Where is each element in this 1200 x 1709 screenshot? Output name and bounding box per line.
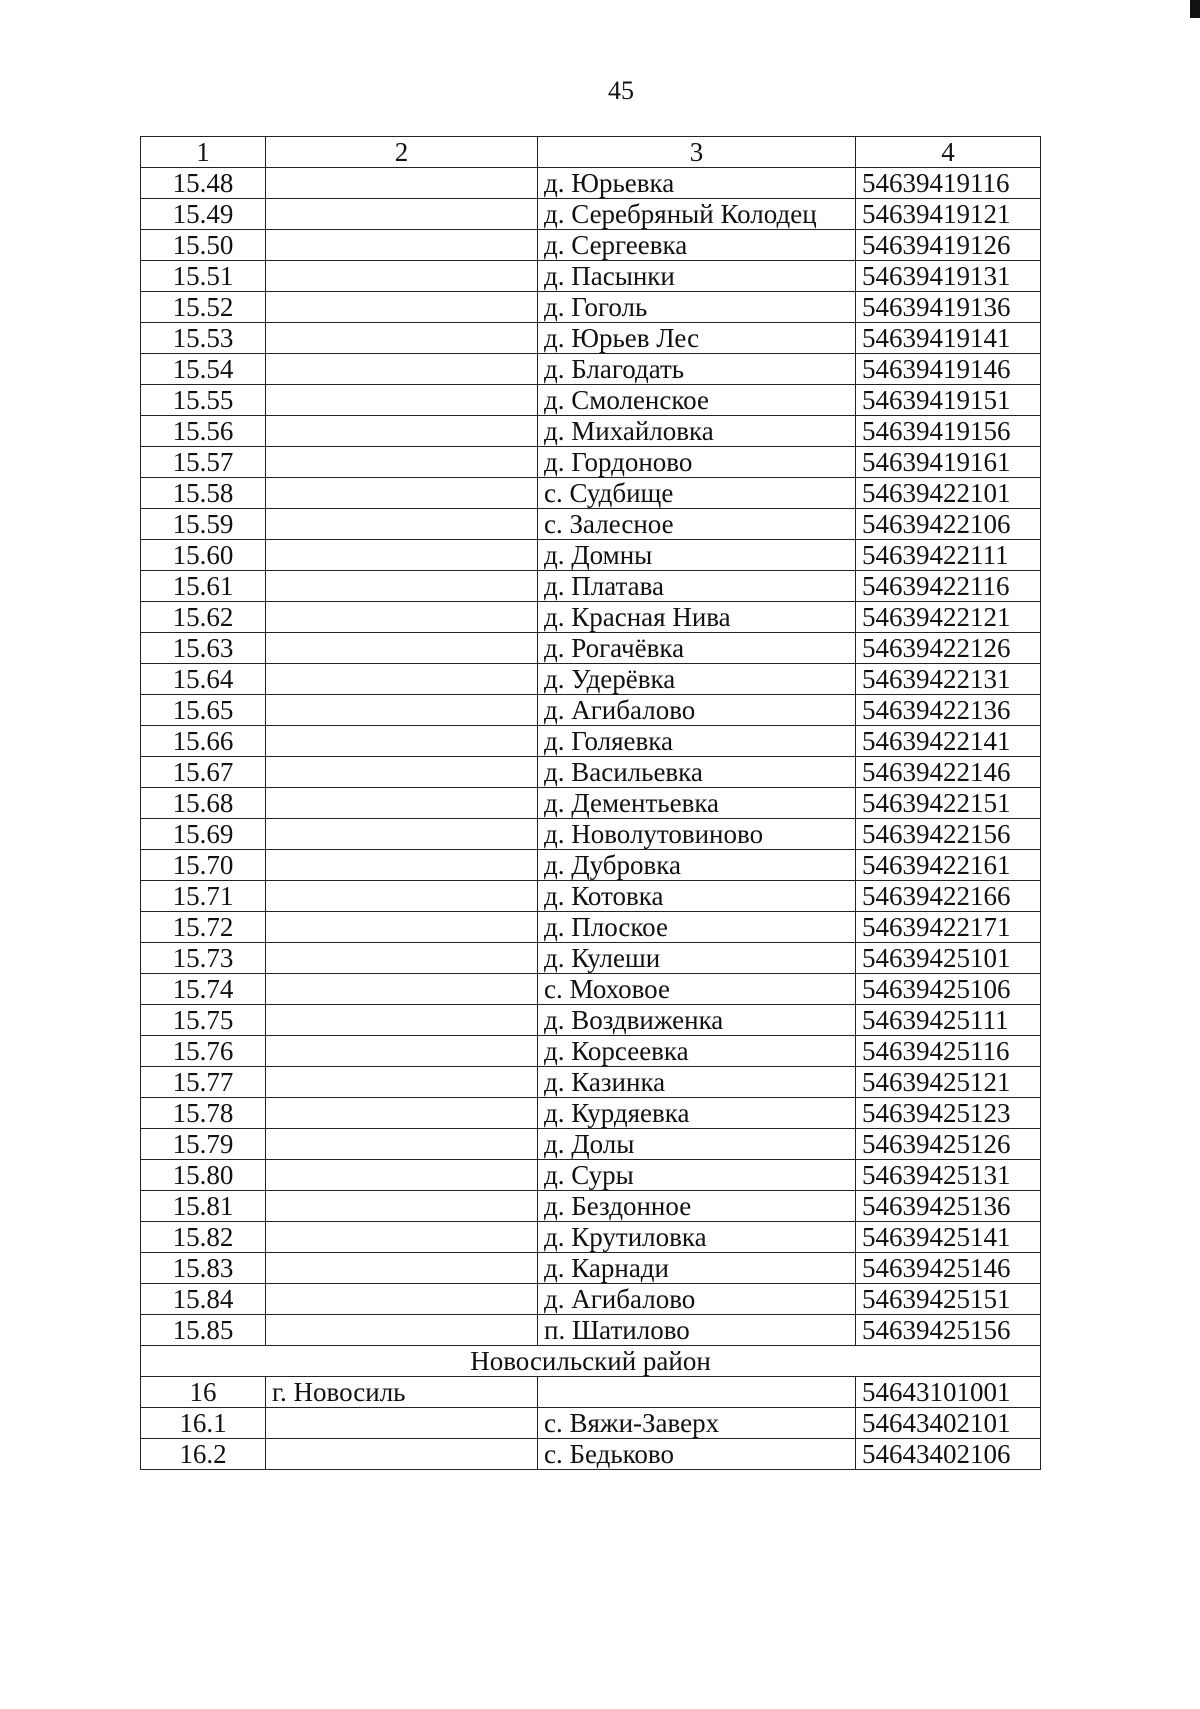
settlement-name-cell: д. Удерёвка xyxy=(538,664,856,695)
oktmo-code-cell: 54639425111 xyxy=(856,1005,1041,1036)
district-center-cell xyxy=(266,1315,538,1346)
settlement-name-cell xyxy=(538,1377,856,1408)
district-center-cell xyxy=(266,199,538,230)
settlement-name-cell: д. Гоголь xyxy=(538,292,856,323)
oktmo-code-cell: 54639422166 xyxy=(856,881,1041,912)
table-row xyxy=(141,1036,1041,1067)
district-center-cell xyxy=(266,788,538,819)
oktmo-code-cell: 54639425131 xyxy=(856,1160,1041,1191)
settlement-name-cell: д. Крутиловка xyxy=(538,1222,856,1253)
oktmo-code-cell: 54639422116 xyxy=(856,571,1041,602)
oktmo-code-cell: 54639425123 xyxy=(856,1098,1041,1129)
district-center-cell xyxy=(266,354,538,385)
district-center-cell xyxy=(266,850,538,881)
oktmo-code-cell: 54639422101 xyxy=(856,478,1041,509)
row-number-cell: 15.52 xyxy=(141,292,266,323)
table-row xyxy=(141,230,1041,261)
table-row xyxy=(141,509,1041,540)
table-row xyxy=(141,1098,1041,1129)
oktmo-code-cell: 54639425156 xyxy=(856,1315,1041,1346)
oktmo-code-cell: 54639422151 xyxy=(856,788,1041,819)
table-row xyxy=(141,757,1041,788)
settlements-table xyxy=(140,136,1041,1470)
oktmo-code-cell: 54639419136 xyxy=(856,292,1041,323)
oktmo-code-cell: 54639422121 xyxy=(856,602,1041,633)
oktmo-code-cell: 54639419126 xyxy=(856,230,1041,261)
table-row xyxy=(141,571,1041,602)
table-row xyxy=(141,943,1041,974)
row-number-cell: 15.67 xyxy=(141,757,266,788)
row-number-cell: 15.76 xyxy=(141,1036,266,1067)
settlement-name-cell: д. Плоское xyxy=(538,912,856,943)
oktmo-code-cell: 54639422111 xyxy=(856,540,1041,571)
table-row xyxy=(141,1439,1041,1470)
district-center-cell xyxy=(266,571,538,602)
district-center-cell xyxy=(266,1439,538,1470)
table-row xyxy=(141,168,1041,199)
table-row xyxy=(141,881,1041,912)
oktmo-code-cell: 54639425136 xyxy=(856,1191,1041,1222)
settlement-name-cell: д. Бездонное xyxy=(538,1191,856,1222)
table-row xyxy=(141,819,1041,850)
oktmo-code-cell: 54639425101 xyxy=(856,943,1041,974)
settlement-name-cell: д. Сергеевка xyxy=(538,230,856,261)
oktmo-code-cell: 54639425126 xyxy=(856,1129,1041,1160)
settlement-name-cell: д. Платава xyxy=(538,571,856,602)
oktmo-code-cell: 54639419156 xyxy=(856,416,1041,447)
table-row xyxy=(141,385,1041,416)
oktmo-code-cell: 54639422146 xyxy=(856,757,1041,788)
oktmo-code-cell: 54639419131 xyxy=(856,261,1041,292)
table-row xyxy=(141,447,1041,478)
district-center-cell xyxy=(266,757,538,788)
row-number-cell: 15.57 xyxy=(141,447,266,478)
district-center-cell xyxy=(266,1129,538,1160)
header-cell-4: 4 xyxy=(856,137,1041,168)
row-number-cell: 15.73 xyxy=(141,943,266,974)
table-row xyxy=(141,1253,1041,1284)
table-row xyxy=(141,974,1041,1005)
table-row xyxy=(141,788,1041,819)
district-center-cell xyxy=(266,1160,538,1191)
table-row xyxy=(141,1315,1041,1346)
row-number-cell: 15.79 xyxy=(141,1129,266,1160)
row-number-cell: 15.55 xyxy=(141,385,266,416)
oktmo-code-cell: 54639419146 xyxy=(856,354,1041,385)
district-center-cell xyxy=(266,323,538,354)
oktmo-code-cell: 54639419116 xyxy=(856,168,1041,199)
row-number-cell: 15.65 xyxy=(141,695,266,726)
table-row xyxy=(141,261,1041,292)
settlement-name-cell: п. Шатилово xyxy=(538,1315,856,1346)
oktmo-code-cell: 54639425146 xyxy=(856,1253,1041,1284)
settlement-name-cell: д. Серебряный Колодец xyxy=(538,199,856,230)
oktmo-code-cell: 54639422126 xyxy=(856,633,1041,664)
header-cell-1: 1 xyxy=(141,137,266,168)
table-row xyxy=(141,633,1041,664)
table-row xyxy=(141,664,1041,695)
row-number-cell: 15.82 xyxy=(141,1222,266,1253)
row-number-cell: 15.74 xyxy=(141,974,266,1005)
row-number-cell: 15.61 xyxy=(141,571,266,602)
settlement-name-cell: д. Карнади xyxy=(538,1253,856,1284)
row-number-cell: 15.70 xyxy=(141,850,266,881)
settlement-name-cell: д. Голяевка xyxy=(538,726,856,757)
oktmo-code-cell: 54639425121 xyxy=(856,1067,1041,1098)
table-row xyxy=(141,1191,1041,1222)
district-center-cell xyxy=(266,1067,538,1098)
row-number-cell: 15.50 xyxy=(141,230,266,261)
table-row xyxy=(141,354,1041,385)
oktmo-code-cell: 54639419161 xyxy=(856,447,1041,478)
row-number-cell: 15.66 xyxy=(141,726,266,757)
table-row xyxy=(141,912,1041,943)
row-number-cell: 15.80 xyxy=(141,1160,266,1191)
district-center-cell xyxy=(266,540,538,571)
table-row xyxy=(141,323,1041,354)
district-center-cell xyxy=(266,509,538,540)
settlement-name-cell: д. Новолутовиново xyxy=(538,819,856,850)
district-center-cell xyxy=(266,261,538,292)
row-number-cell: 15.81 xyxy=(141,1191,266,1222)
oktmo-code-cell: 54639422156 xyxy=(856,819,1041,850)
table-row xyxy=(141,292,1041,323)
oktmo-code-cell: 54639425116 xyxy=(856,1036,1041,1067)
table-row xyxy=(141,416,1041,447)
row-number-cell: 15.63 xyxy=(141,633,266,664)
district-center-cell xyxy=(266,1222,538,1253)
row-number-cell: 15.71 xyxy=(141,881,266,912)
table-row xyxy=(141,478,1041,509)
district-center-cell xyxy=(266,633,538,664)
district-center-cell xyxy=(266,1253,538,1284)
district-center-cell xyxy=(266,447,538,478)
table-row xyxy=(141,1005,1041,1036)
section-row xyxy=(141,1346,1041,1377)
district-center-cell xyxy=(266,478,538,509)
district-center-cell xyxy=(266,912,538,943)
section-title: Новосильский район xyxy=(141,1346,1041,1377)
row-number-cell: 15.77 xyxy=(141,1067,266,1098)
district-center-cell xyxy=(266,695,538,726)
settlement-name-cell: д. Дубровка xyxy=(538,850,856,881)
row-number-cell: 16 xyxy=(141,1377,266,1408)
oktmo-code-cell: 54639419121 xyxy=(856,199,1041,230)
settlement-name-cell: д. Благодать xyxy=(538,354,856,385)
oktmo-code-cell: 54639425141 xyxy=(856,1222,1041,1253)
row-number-cell: 16.2 xyxy=(141,1439,266,1470)
oktmo-code-cell: 54639422106 xyxy=(856,509,1041,540)
table-header-row xyxy=(141,137,1041,168)
oktmo-code-cell: 54639419151 xyxy=(856,385,1041,416)
oktmo-code-cell: 54639422171 xyxy=(856,912,1041,943)
settlement-name-cell: д. Котовка xyxy=(538,881,856,912)
district-center-cell xyxy=(266,1036,538,1067)
settlement-name-cell: д. Домны xyxy=(538,540,856,571)
settlement-name-cell: с. Моховое xyxy=(538,974,856,1005)
district-center-cell xyxy=(266,1408,538,1439)
district-center-cell xyxy=(266,943,538,974)
table-row xyxy=(141,1408,1041,1439)
district-center-cell xyxy=(266,881,538,912)
oktmo-code-cell: 54639425151 xyxy=(856,1284,1041,1315)
row-number-cell: 15.58 xyxy=(141,478,266,509)
district-center-cell xyxy=(266,385,538,416)
row-number-cell: 15.62 xyxy=(141,602,266,633)
row-number-cell: 15.64 xyxy=(141,664,266,695)
row-number-cell: 15.56 xyxy=(141,416,266,447)
settlement-name-cell: д. Юрьевка xyxy=(538,168,856,199)
row-number-cell: 15.69 xyxy=(141,819,266,850)
table-row xyxy=(141,1284,1041,1315)
row-number-cell: 15.85 xyxy=(141,1315,266,1346)
table-row xyxy=(141,695,1041,726)
scan-edge-mark xyxy=(1190,0,1200,18)
settlement-name-cell: с. Залесное xyxy=(538,509,856,540)
district-center-cell xyxy=(266,292,538,323)
district-center-cell xyxy=(266,1284,538,1315)
row-number-cell: 15.53 xyxy=(141,323,266,354)
district-center-cell xyxy=(266,1191,538,1222)
settlement-name-cell: д. Суры xyxy=(538,1160,856,1191)
settlement-name-cell: д. Пасынки xyxy=(538,261,856,292)
oktmo-code-cell: 54639422161 xyxy=(856,850,1041,881)
district-center-cell xyxy=(266,819,538,850)
settlement-name-cell: д. Михайловка xyxy=(538,416,856,447)
row-number-cell: 15.84 xyxy=(141,1284,266,1315)
table-row xyxy=(141,1067,1041,1098)
settlement-name-cell: д. Корсеевка xyxy=(538,1036,856,1067)
settlement-name-cell: д. Курдяевка xyxy=(538,1098,856,1129)
table-row xyxy=(141,602,1041,633)
settlement-name-cell: с. Судбище xyxy=(538,478,856,509)
settlement-name-cell: д. Казинка xyxy=(538,1067,856,1098)
oktmo-code-cell: 54639422136 xyxy=(856,695,1041,726)
settlement-name-cell: д. Агибалово xyxy=(538,1284,856,1315)
oktmo-code-cell: 54639425106 xyxy=(856,974,1041,1005)
row-number-cell: 16.1 xyxy=(141,1408,266,1439)
settlement-name-cell: д. Юрьев Лес xyxy=(538,323,856,354)
row-number-cell: 15.54 xyxy=(141,354,266,385)
table-body xyxy=(141,137,1041,1470)
settlement-name-cell: д. Гордоново xyxy=(538,447,856,478)
table-row xyxy=(141,540,1041,571)
row-number-cell: 15.68 xyxy=(141,788,266,819)
table-row xyxy=(141,1377,1041,1408)
header-cell-2: 2 xyxy=(266,137,538,168)
district-center-cell xyxy=(266,168,538,199)
row-number-cell: 15.83 xyxy=(141,1253,266,1284)
settlement-name-cell: д. Кулеши xyxy=(538,943,856,974)
row-number-cell: 15.75 xyxy=(141,1005,266,1036)
row-number-cell: 15.60 xyxy=(141,540,266,571)
district-center-cell xyxy=(266,974,538,1005)
table-row xyxy=(141,1222,1041,1253)
district-center-cell xyxy=(266,230,538,261)
page-number: 45 xyxy=(608,76,634,105)
oktmo-code-cell: 54643402101 xyxy=(856,1408,1041,1439)
oktmo-code-cell: 54639422141 xyxy=(856,726,1041,757)
settlement-name-cell: д. Воздвиженка xyxy=(538,1005,856,1036)
settlement-name-cell: с. Вяжи-Заверх xyxy=(538,1408,856,1439)
table-row xyxy=(141,850,1041,881)
settlement-name-cell: д. Агибалово xyxy=(538,695,856,726)
settlement-name-cell: с. Бедьково xyxy=(538,1439,856,1470)
settlement-name-cell: д. Красная Нива xyxy=(538,602,856,633)
oktmo-code-cell: 54643101001 xyxy=(856,1377,1041,1408)
district-center-cell xyxy=(266,1098,538,1129)
district-center-cell xyxy=(266,726,538,757)
district-center-cell xyxy=(266,602,538,633)
district-center-cell xyxy=(266,1005,538,1036)
district-center-cell: г. Новосиль xyxy=(266,1377,538,1408)
table-row xyxy=(141,199,1041,230)
row-number-cell: 15.78 xyxy=(141,1098,266,1129)
settlement-name-cell: д. Долы xyxy=(538,1129,856,1160)
settlement-name-cell: д. Дементьевка xyxy=(538,788,856,819)
settlement-name-cell: д. Васильевка xyxy=(538,757,856,788)
settlement-name-cell: д. Смоленское xyxy=(538,385,856,416)
table-row xyxy=(141,1160,1041,1191)
oktmo-code-cell: 54639422131 xyxy=(856,664,1041,695)
row-number-cell: 15.59 xyxy=(141,509,266,540)
row-number-cell: 15.72 xyxy=(141,912,266,943)
settlement-name-cell: д. Рогачёвка xyxy=(538,633,856,664)
header-cell-3: 3 xyxy=(538,137,856,168)
oktmo-code-cell: 54639419141 xyxy=(856,323,1041,354)
row-number-cell: 15.49 xyxy=(141,199,266,230)
table-row xyxy=(141,1129,1041,1160)
row-number-cell: 15.48 xyxy=(141,168,266,199)
table-row xyxy=(141,726,1041,757)
row-number-cell: 15.51 xyxy=(141,261,266,292)
district-center-cell xyxy=(266,416,538,447)
oktmo-code-cell: 54643402106 xyxy=(856,1439,1041,1470)
district-center-cell xyxy=(266,664,538,695)
